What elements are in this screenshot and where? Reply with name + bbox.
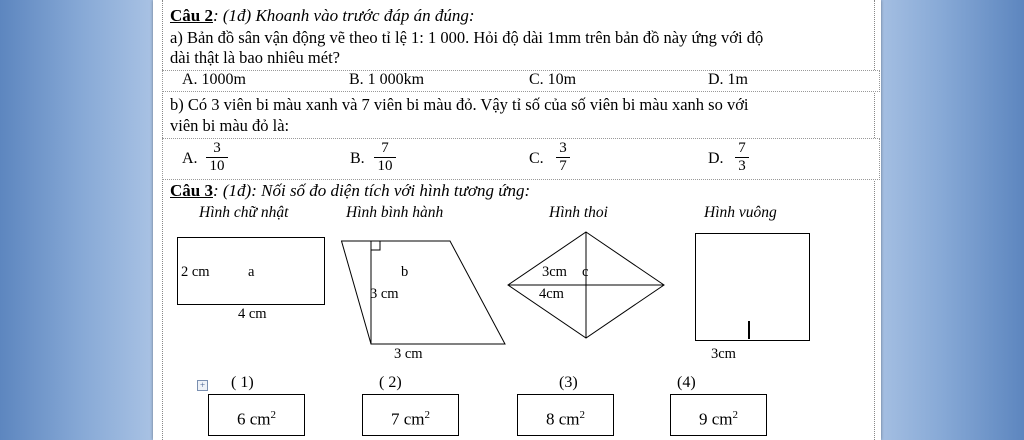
parallelogram-height-label: 3 cm <box>370 286 399 302</box>
parallelogram-inner-label: b <box>401 264 409 280</box>
q2b-fraction-a: 3 10 <box>206 141 228 174</box>
q2-title <box>170 6 475 26</box>
document-page <box>153 0 881 440</box>
q3-number: Câu 3 <box>170 181 213 200</box>
shape-label-square: Hình vuông <box>704 204 777 221</box>
q2a-line1: a) Bản đồ sân vận động vẽ theo tỉ lệ 1: 1 000. Hỏi độ dài 1mm trên bản đồ này ứng với độ <box>170 28 764 47</box>
q2a-option-d[interactable]: D. 1m <box>708 71 748 88</box>
q2-instruction: : (1đ) Khoanh vào trước đáp án đúng: <box>212 6 475 25</box>
area-box-3[interactable]: 8 $cm^2$ <box>517 394 614 436</box>
area-number-1: ( 1) <box>231 374 254 391</box>
rhombus-diagonal1-label: 3cm <box>542 264 567 280</box>
q3-instruction: : Nối số đo diện tích với hình tương ứng: <box>251 181 531 200</box>
q2b-option-a[interactable]: A. <box>182 150 198 167</box>
rectangle-bottom-label: 4 cm <box>238 306 267 322</box>
q3-points: : (1đ) <box>212 181 252 200</box>
q2b-option-d[interactable]: D. <box>708 150 724 167</box>
q3-title <box>170 181 530 201</box>
q2b-options-row <box>162 138 880 180</box>
area-box-2[interactable]: 7 $cm^2$ <box>362 394 459 436</box>
parallelogram-bottom-label: 3 cm <box>394 346 423 362</box>
q2a-line2: dài thật là bao nhiêu mét? <box>170 48 340 67</box>
rhombus-figure <box>506 230 668 340</box>
rectangle-side-label: 2 cm <box>181 264 210 280</box>
q2a-option-b[interactable]: B. 1 000km <box>349 71 425 88</box>
q2b-fraction-b: 7 10 <box>374 141 396 174</box>
q2-number: Câu 2 <box>170 6 213 25</box>
right-margin-guide <box>874 0 875 440</box>
rhombus-c-label: c <box>582 264 589 280</box>
left-margin-guide <box>162 0 163 440</box>
parallelogram-figure <box>341 237 507 347</box>
q2b-line1: b) Có 3 viên bi màu xanh và 7 viên bi màu đỏ. Vậy tỉ số của số viên bi màu xanh so với <box>170 95 749 114</box>
area-number-2: ( 2) <box>379 374 402 391</box>
area-box-1[interactable]: 6 $cm^2$ <box>208 394 305 436</box>
q2a-options-row <box>162 70 880 92</box>
q2b-fraction-d: 7 3 <box>735 141 749 174</box>
area-box-4[interactable]: 9 $cm^2$ <box>670 394 767 436</box>
q2b-option-b[interactable]: B. <box>350 150 365 167</box>
q2a-option-a[interactable]: A. 1000m <box>182 71 246 88</box>
table-move-handle-icon[interactable]: + <box>197 380 208 391</box>
area-number-3: (3) <box>559 374 578 391</box>
q2b-line2: viên bi màu đỏ là: <box>170 116 290 135</box>
area-number-4: (4) <box>677 374 696 391</box>
q2b-fraction-c: 3 7 <box>556 141 570 174</box>
q2a-option-c[interactable]: C. 10m <box>529 71 577 88</box>
square-figure <box>695 233 813 343</box>
rectangle-inner-label: a <box>248 264 255 280</box>
shape-label-rhombus: Hình thoi <box>549 204 608 221</box>
square-bottom-label: 3cm <box>711 346 736 362</box>
q2b-option-c[interactable]: C. <box>529 150 544 167</box>
shape-label-parallelogram: Hình bình hành <box>346 204 444 221</box>
rhombus-diagonal2-label: 4cm <box>539 286 564 302</box>
shape-label-rectangle: Hình chữ nhật <box>199 204 289 221</box>
